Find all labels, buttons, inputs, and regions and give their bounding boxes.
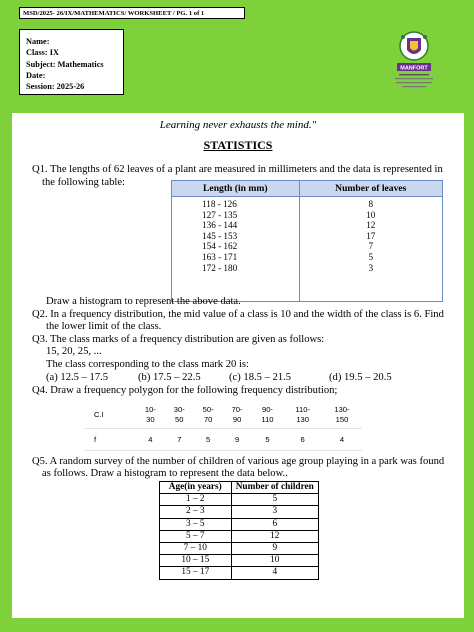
q4-class-interval <box>194 402 223 429</box>
q1-length-column <box>172 197 300 302</box>
q3-option-b: (b) 17.5 – 22.5 <box>138 372 201 383</box>
q5-children-cell: 6 <box>231 518 318 530</box>
q1-leaves-value: 10 <box>366 209 376 220</box>
q4-frequency: 9 <box>223 429 252 451</box>
q5-table-row <box>160 530 319 542</box>
session-field: Session: 2025-26 <box>26 82 85 92</box>
q5-age-cell: 10 – 15 <box>160 555 232 567</box>
q5-text-line1: Q5. A random survey of the number of children of various age group playing in a park was found <box>32 456 445 467</box>
q4-frequency: 4 <box>136 429 165 451</box>
q1-table <box>171 180 443 302</box>
q1-leaves-value: 3 <box>368 262 374 273</box>
q4-table <box>84 402 362 451</box>
q3-text-line3: The class corresponding to the class mark 20 is: <box>46 359 249 370</box>
q1-table-header: Number of leaves <box>299 181 442 197</box>
motto: Learning never exhausts the mind." <box>159 119 317 131</box>
q4-class-upper: 90 <box>232 415 242 424</box>
q5-table <box>159 481 319 580</box>
q4-f-label: f <box>84 429 136 451</box>
q2-text-line2: the lower limit of the class. <box>46 321 162 332</box>
q1-leaves-value: 7 <box>368 241 374 252</box>
q1-text-line1: Q1. The lengths of 62 leaves of a plant are measured in millimeters and the data is represented in <box>32 164 443 175</box>
q1-table-header: Length (in mm) <box>172 181 300 197</box>
q1-leaves-value: 17 <box>366 230 376 241</box>
school-crest-icon <box>389 28 439 98</box>
logo-text: MANFORT <box>400 65 428 72</box>
q5-table-row <box>160 506 319 518</box>
subject-field: Subject: Mathematics <box>26 59 104 69</box>
q1-length-value: 172 - 180 <box>202 262 238 273</box>
q5-age-cell: 7 – 10 <box>160 543 232 555</box>
worksheet-page <box>12 113 464 618</box>
q5-age-cell: 5 – 7 <box>160 530 232 542</box>
q4-class-lower: 70- <box>231 405 243 414</box>
q5-table-row <box>160 543 319 555</box>
q5-age-cell: 3 – 5 <box>160 518 232 530</box>
q1-leaves-value: 8 <box>368 199 374 209</box>
q1-leaves-column <box>299 197 442 302</box>
q5-age-cell: 1 – 2 <box>160 494 232 506</box>
q1-length-value: 118 - 126 <box>202 199 237 209</box>
q1-length-value: 145 - 153 <box>202 230 238 241</box>
q4-class-interval <box>252 402 284 429</box>
q5-children-cell: 12 <box>231 530 318 542</box>
q1-leaves-value: 12 <box>366 220 376 231</box>
q5-text-line2: as follows. Draw a histogram to represent the data below.. <box>42 468 288 479</box>
q4-class-upper: 70 <box>203 415 213 424</box>
q4-class-upper: 110 <box>261 415 274 424</box>
q1-instruction: Draw a histogram to represent the above data. <box>46 296 241 307</box>
q1-length-value: 136 - 144 <box>202 220 238 231</box>
q3-text-line1: Q3. The class marks of a frequency distribution are given as follows: <box>32 334 325 345</box>
worksheet-title: STATISTICS <box>203 138 273 152</box>
q3-text-line2: 15, 20, 25, ... <box>46 346 102 357</box>
q5-children-cell: 5 <box>231 494 318 506</box>
q5-age-cell: 2 – 3 <box>160 506 232 518</box>
q5-children-cell: 4 <box>231 567 318 579</box>
q5-table-header: Number of children <box>231 482 318 494</box>
q4-frequency: 5 <box>194 429 223 451</box>
name-field: Name: <box>26 37 50 46</box>
q4-text-line1: Q4. Draw a frequency polygon for the following frequency distribution; <box>32 385 338 396</box>
class-field: Class: IX <box>26 48 59 58</box>
q5-table-row <box>160 518 319 530</box>
q1-length-value: 154 - 162 <box>202 241 238 252</box>
q4-class-lower: 90- <box>261 405 273 414</box>
q4-class-upper: 150 <box>335 415 349 424</box>
school-logo <box>389 28 439 98</box>
q5-children-cell: 10 <box>231 555 318 567</box>
date-field: Date: <box>26 70 46 80</box>
q5-table-row <box>160 567 319 579</box>
q5-children-cell: 3 <box>231 506 318 518</box>
q1-length-value: 163 - 171 <box>202 251 238 262</box>
student-info-box <box>19 29 124 95</box>
q2-text-line1: Q2. In a frequency distribution, the mid value of a class is 10 and the width of the class is 6. Find <box>32 309 444 320</box>
q4-class-lower: 130- <box>334 405 350 414</box>
q4-frequency: 4 <box>322 429 362 451</box>
q3-option-d: (d) 19.5 – 20.5 <box>329 372 392 383</box>
q1-leaves-value: 5 <box>368 251 374 262</box>
q5-table-row <box>160 494 319 506</box>
q4-frequency: 6 <box>283 429 322 451</box>
q5-children-cell: 9 <box>231 543 318 555</box>
q4-class-upper: 50 <box>175 415 184 424</box>
q4-class-lower: 10- <box>144 405 156 414</box>
q4-class-interval <box>283 402 322 429</box>
q4-frequency: 7 <box>165 429 194 451</box>
q3-option-c: (c) 18.5 – 21.5 <box>229 372 292 383</box>
q1-length-value: 127 - 135 <box>202 209 238 220</box>
q4-class-interval <box>322 402 362 429</box>
q4-class-lower: 30- <box>173 405 185 414</box>
q4-class-interval <box>136 402 165 429</box>
q4-class-upper: 130 <box>296 415 309 424</box>
q1-text-line2: the following table: <box>42 177 125 188</box>
q4-class-interval <box>165 402 194 429</box>
q3-option-a: (a) 12.5 – 17.5 <box>46 372 109 383</box>
q4-class-lower: 50- <box>202 405 214 414</box>
document-code: MSD/2025- 26/IX/MATHEMATICS/ WORKSHEET / PG. 1 of 1 <box>19 7 245 19</box>
q5-table-row <box>160 555 319 567</box>
q4-class-lower: 110- <box>295 405 310 414</box>
q5-table-header: Age(in years) <box>160 482 232 494</box>
q5-age-cell: 15 – 17 <box>160 567 232 579</box>
q4-class-upper: 30 <box>146 415 155 424</box>
q4-frequency: 5 <box>252 429 284 451</box>
q4-class-interval <box>223 402 252 429</box>
q4-ci-label: C.I <box>84 402 136 429</box>
